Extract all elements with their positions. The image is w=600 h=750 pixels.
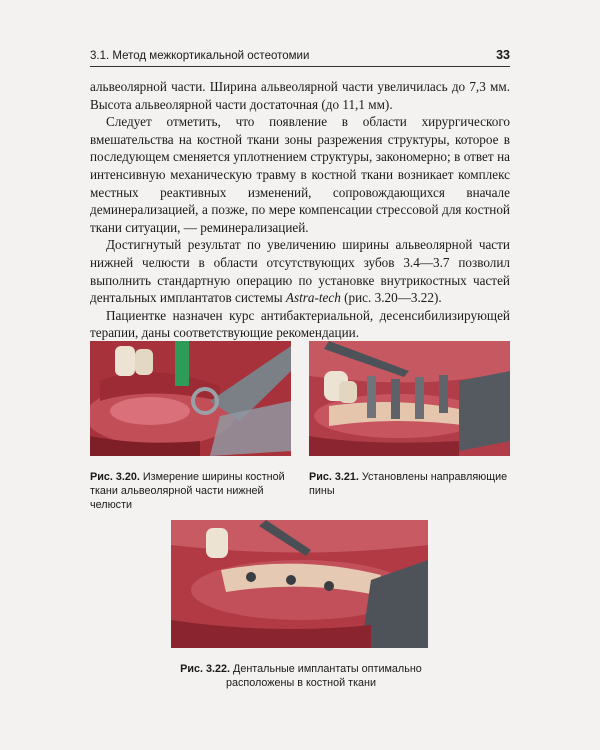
running-header: [90, 44, 510, 64]
figure-3-22-label: Рис. 3.22.: [180, 663, 231, 675]
figure-3-20-label: Рис. 3.20.: [90, 471, 140, 483]
figure-3-21-text: Установлены направляющие пины: [309, 471, 508, 497]
figure-3-20-text: Измерение ширины костной ткани альвеолярной части нижней челюсти: [90, 471, 285, 511]
figure-3-21-label: Рис. 3.21.: [309, 471, 359, 483]
figure-3-21-caption: [309, 470, 519, 498]
figure-3-22-photo: [171, 520, 428, 648]
paragraph-3-text: Достигнутый результат по увеличению ширины альвеолярной части нижней челюсти в области отсутствующих зубов 3.4—3.7 позволил выполнить стандартную операцию по установке внутрикостных частей дентальных имплантатов системы: [90, 237, 510, 306]
figure-3-21-photo: [309, 341, 510, 456]
section-title: 3.1. Метод межкортикальной остеотомии: [90, 50, 310, 62]
page-number: 33: [496, 48, 510, 62]
pins-photo-illustration: [309, 341, 510, 456]
figure-3-20-caption: [90, 470, 300, 512]
figure-3-20-photo: [90, 341, 291, 456]
figure-3-22-caption: [171, 662, 431, 690]
paragraph-4: Пациентке назначен курс антибактериальной, десенсибилизирующей терапии, даны соответствующие рекомендации.: [90, 307, 510, 341]
paragraph-2: Следует отметить, что появление в области хирургического вмешательства на костной ткани зоны разрежения структуры, которое в последующем сменяется уплотнением структуры, закономерно; в ответ на интенсивную механическую травму в костной ткани возникает комплекс местных реактивных изменений, сопровождающихся вначале деминерализацией, а позже, по мере компенсации стрессовой для костной ткани ситуации, — реминерализацией.: [90, 114, 510, 235]
implants-photo-illustration: [171, 520, 428, 648]
paragraph-3-ref: (рис. 3.20—3.22).: [340, 290, 442, 306]
header-divider: [90, 66, 510, 67]
measurement-photo-illustration: [90, 341, 291, 456]
paragraph-3: [90, 236, 510, 306]
body-text: [90, 78, 510, 342]
figure-3-22-text: Дентальные имплантаты оптимально расположены в костной ткани: [225, 663, 422, 689]
system-name: Astra-tech: [285, 290, 341, 306]
paragraph-1: альвеолярной части. Ширина альвеолярной части увеличилась до 7,3 мм. Высота альвеолярной части достаточная (до 11,1 мм).: [90, 79, 510, 112]
